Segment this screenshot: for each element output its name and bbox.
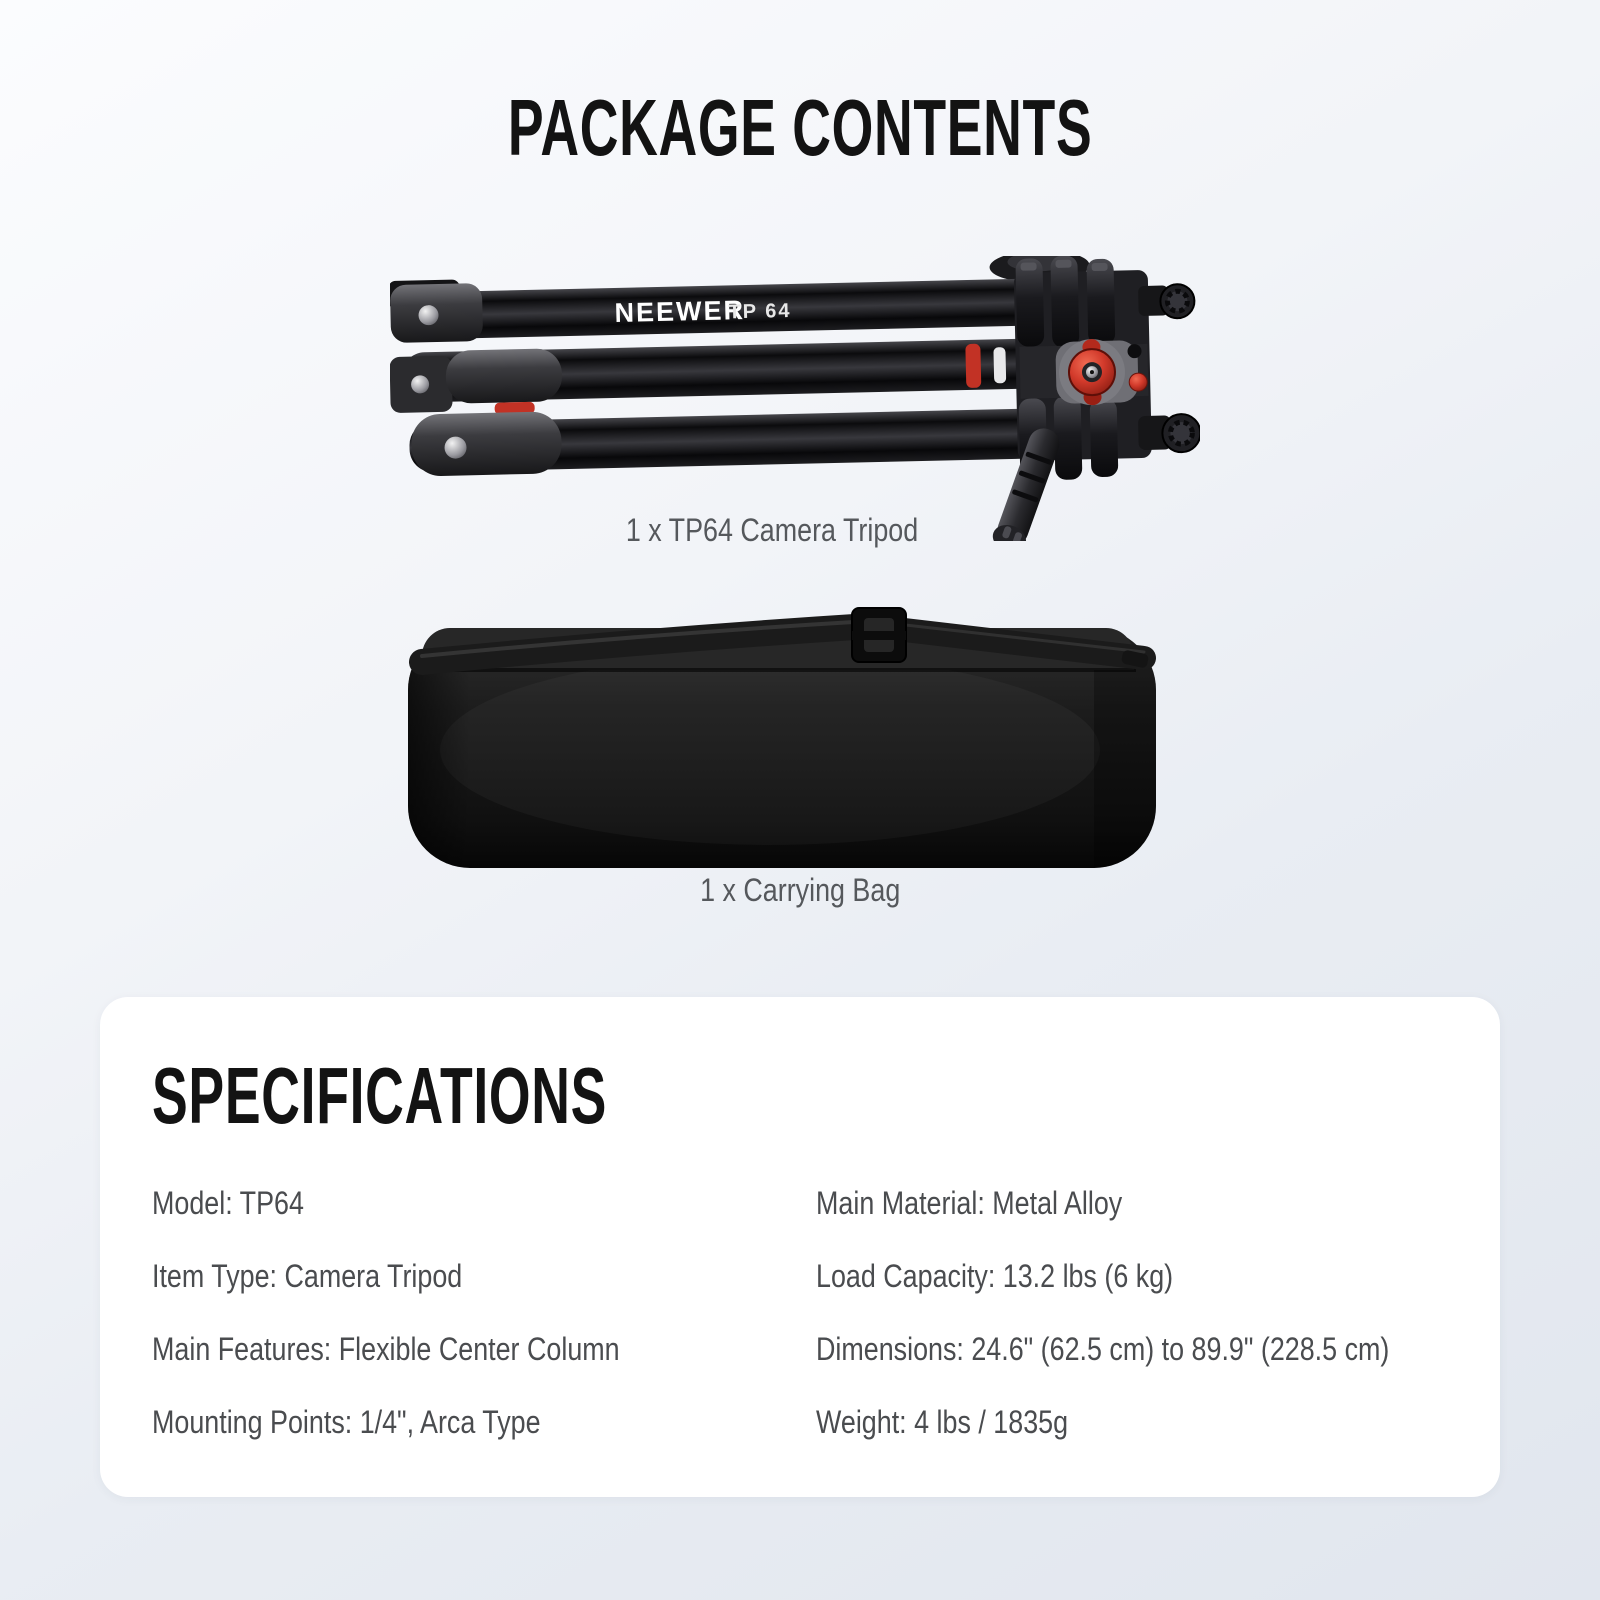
left-lock-bottom xyxy=(411,411,562,476)
bag-illustration xyxy=(400,600,1170,885)
specifications-heading: SPECIFICATIONS xyxy=(152,1051,608,1140)
spec-main-features: Main Features: Flexible Center Column xyxy=(152,1331,620,1367)
spec-main-material: Main Material: Metal Alloy xyxy=(816,1185,1123,1221)
page-title-text: PACKAGE CONTENTS xyxy=(507,83,1093,172)
tripod-image xyxy=(390,256,1200,541)
tripod-caption: 1 x TP64 Camera Tripod xyxy=(626,512,919,548)
page-title xyxy=(0,83,1600,172)
carrying-bag-image xyxy=(400,600,1170,885)
small-red-knob xyxy=(1129,373,1147,391)
spec-model: Model: TP64 xyxy=(152,1185,304,1221)
center-column-red-collar xyxy=(965,344,981,388)
spec-item-type: Item Type: Camera Tripod xyxy=(152,1258,463,1294)
spec-load-capacity: Load Capacity: 13.2 lbs (6 kg) xyxy=(816,1258,1174,1294)
tripod-illustration xyxy=(390,256,1200,541)
bag-caption: 1 x Carrying Bag xyxy=(699,872,901,908)
specifications-column-right xyxy=(816,1183,1499,1475)
spec-mounting-points: Mounting Points: 1/4", Arca Type xyxy=(152,1404,541,1440)
specifications-column-left xyxy=(152,1183,709,1475)
strap-buckle xyxy=(852,608,906,662)
spec-dimensions: Dimensions: 24.6" (62.5 cm) to 89.9" (228.5 cm) xyxy=(816,1331,1390,1367)
tripod-model-text: TP 64 xyxy=(728,299,792,324)
spec-weight: Weight: 4 lbs / 1835g xyxy=(816,1404,1069,1440)
tripod-brand-text: NEEWER xyxy=(614,295,746,328)
